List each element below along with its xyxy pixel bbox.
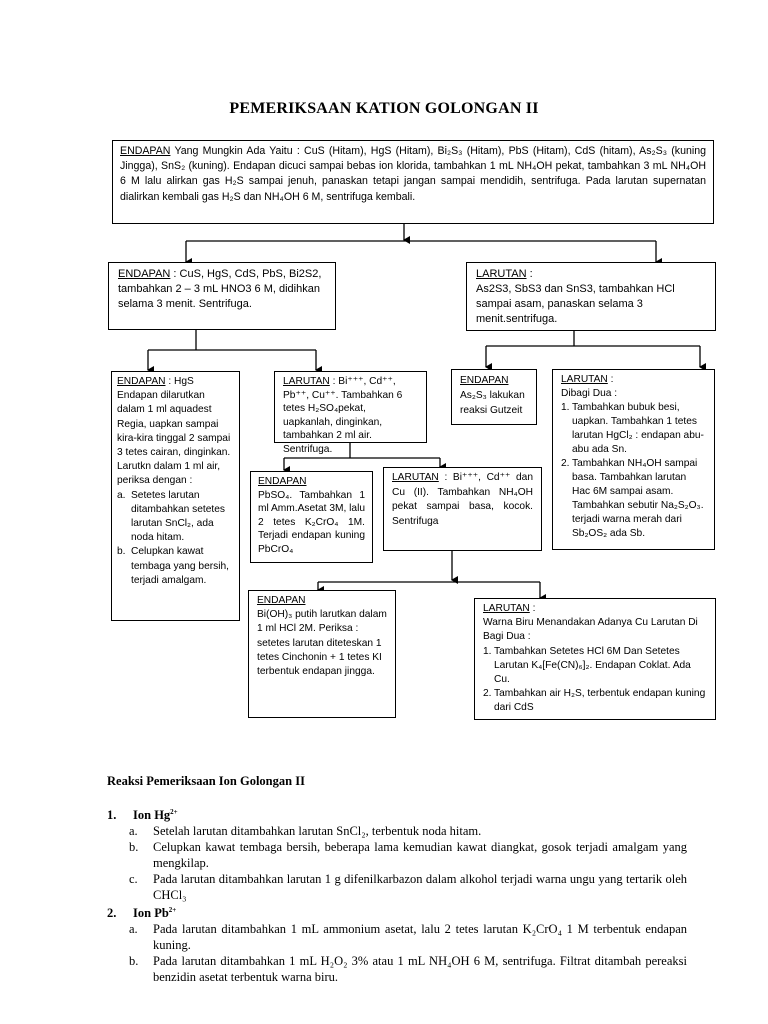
top-endapan-label: ENDAPAN [120, 145, 171, 157]
endapan-pb-text: PbSO₄. Tambahkan 1 ml Amm.Asetat 3M, lalu 2 tetes K₂CrO₄ 1M. Terjadi endapan kuning PbCrO₄ [258, 489, 365, 555]
endapan-bioh-box [248, 590, 396, 718]
endapan-main-box [108, 262, 336, 330]
larutan-bi-text: : Bi⁺⁺⁺, Cd⁺⁺, Pb⁺⁺, Cu⁺⁺. Tambahkan 6 tetes H₂SO₄pekat, uapkanlah, dinginkan, tambahkan 2 ml air. Sentrifuga. [283, 376, 403, 455]
list-item: b. Celupkan kawat tembaga yang bersih, terjadi amalgam. [117, 546, 229, 586]
list-item: 1. Tambahkan Setetes HCl 6M Dan Setetes Larutan K₄[Fe(CN)₆]₂. Endapan Coklat. Ada Cu. [483, 645, 691, 686]
endapan-hgs-title: : HgS [165, 376, 194, 387]
endapan-bioh-label: ENDAPAN [257, 595, 306, 606]
larutan-bi-label: LARUTAN [283, 376, 330, 387]
list-item: a. Setelah larutan ditambahkan larutan SnCl₂, terbentuk noda hitam. [129, 824, 482, 838]
endapan-as-label: ENDAPAN [460, 375, 509, 386]
top-endapan-box [112, 140, 714, 224]
larutan-main-box [466, 262, 716, 331]
list-item: b. Pada larutan ditambahkan 1 mL H₂O₂ 3% atau 1 mL NH₄OH 6 M, sentrifuga. Filtrat ditambah pereaksi benzidin asetat terbentuk warna biru. [129, 954, 687, 984]
reaksi-title: Reaksi Pemeriksaan Ion Golongan II [107, 774, 305, 788]
list-item: a. Pada larutan ditambahkan 1 mL ammonium asetat, lalu 2 tetes larutan K₂CrO₄ 1 M terbentuk endapan kuning. [129, 922, 687, 952]
endapan-bioh-text: Bi(OH)₃ putih larutkan dalam 1 ml HCl 2M. Periksa : setetes larutan diteteskan 1 tetes Cinchonin + 1 tetes KI terbentuk endapan jingga. [257, 609, 387, 678]
larutan-cu-box: LARUTAN : Warna Biru Menandakan Adanya Cu Larutan Di Bagi Dua : 1. Tambahkan Setetes HCl 6M Dan Setetes Larutan K₄[Fe(CN)₆]₂. Endapan Coklat. Ada Cu. 2. Tambahkan air H₂S, terbentuk endapan kuning dari CdS [474, 598, 716, 720]
larutan-bicd-label: LARUTAN [392, 472, 439, 483]
reaksi-section [107, 773, 687, 985]
larutan-cu-label: LARUTAN [483, 603, 530, 614]
list-item: b. Celupkan kawat tembaga bersih, beberapa lama kemudian kawat diangkat, gosok terjadi amalgam yang mengkilap. [129, 840, 687, 870]
larutan-cu-subtitle: Warna Biru Menandakan Adanya Cu Larutan Di Bagi Dua : [483, 617, 698, 643]
larutan-dibagi-box: LARUTAN : Dibagi Dua : 1. Tambahkan bubuk besi, uapkan. Tambahkan 1 tetes larutan HgCl₂ : endapan abu-abu ada Sn. 2. Tambahkan NH₄OH sampai basa. Tambahkan larutan Hac 6M sampai asam. Tambahkan sebutir Na₂S₂O₃. terjadi warna merah dari Sb₂OS₂ ada Sb. [552, 369, 715, 550]
larutan-main-colon: : [526, 268, 533, 280]
ion-hg-heading: 1. Ion $Hg^{2+}$ [107, 807, 178, 822]
page-title: PEMERIKSAAN KATION GOLONGAN II [229, 100, 539, 117]
endapan-hgs-label: ENDAPAN [117, 376, 166, 387]
ion-pb-heading: 2. Ion $Pb^{2+}$ [107, 905, 177, 920]
larutan-bi-box [274, 371, 427, 455]
endapan-as-text: As₂S₃ lakukan reaksi Gutzeit [460, 390, 525, 416]
list-item: 1. Tambahkan bubuk besi, uapkan. Tambahkan 1 tetes larutan HgCl₂ : endapan abu-abu ada Sn. [561, 402, 704, 455]
list-item: c. Pada larutan ditambahkan larutan 1 g difenilkarbazon dalam alkohol terjadi warna ungu yang tertarik oleh CHCl₃ [129, 872, 687, 902]
list-item: a. Setetes larutan ditambahkan setetes larutan SnCl₂, ada noda hitam. [117, 489, 226, 544]
endapan-hgs-body: Endapan dilarutkan dalam 1 ml aquadest Regia, uapkan sampai kira-kira tinggal 2 sampai 3 tetes cairan, dinginkan. Larutkn dalam 1 ml air, periksa dengan : [117, 390, 231, 487]
list-item: 2. Tambahkan air H₂S, terbentuk endapan kuning dari CdS [483, 688, 706, 714]
endapan-as-box [451, 369, 537, 425]
endapan-main-text: : CuS, HgS, CdS, PbS, Bi2S2, tambahkan 2 – 3 mL HNO3 6 M, didihkan selama 3 menit. Sentrifuga. [118, 268, 322, 310]
larutan-main-label: LARUTAN [476, 268, 527, 280]
endapan-main-label: ENDAPAN [118, 268, 171, 280]
larutan-bicd-text: : Bi⁺⁺⁺, Cd⁺⁺ dan Cu (II). Tambahkan NH₄OH pekat sampai basa, kocok. Sentrifuga [392, 472, 533, 527]
larutan-bicd-box [383, 467, 542, 551]
endapan-pb-label: ENDAPAN [258, 476, 307, 487]
top-endapan-text: Yang Mungkin Ada Yaitu : CuS (Hitam), HgS (Hitam), Bi₂S₃ (Hitam), PbS (Hitam), CdS (hitam), As₂S₃ (kuning Jingga), SnS₂ (kuning). Endapan dicuci sampai bebas ion klorida, tambahkan 1 mL NH₄OH pekat, tambahkan 3 mL NH₄OH 6 M lalu alirkan gas H₂S sampai jenuh, panaskan tetapi jangan sampai mendidih, sentrifuga. Pada larutan supernatan dialirkan kembali gas H₂S dan NH₄OH 6 M, sentrifuga kembali. [120, 145, 706, 203]
endapan-hgs-box [111, 371, 240, 621]
larutan-dibagi-label: LARUTAN [561, 374, 608, 385]
list-item: 2. Tambahkan NH₄OH sampai basa. Tambahkan larutan Hac 6M sampai asam. Tambahkan sebutir Na₂S₂O₃. terjadi warna merah dari Sb₂OS₂ ada Sb. [561, 458, 704, 539]
larutan-main-text: As2S3, SbS3 dan SnS3, tambahkan HCl sampai asam, panaskan selama 3 menit.sentrifuga. [476, 283, 675, 325]
endapan-pb-box [250, 471, 373, 563]
larutan-dibagi-subtitle: Dibagi Dua : [561, 388, 618, 399]
